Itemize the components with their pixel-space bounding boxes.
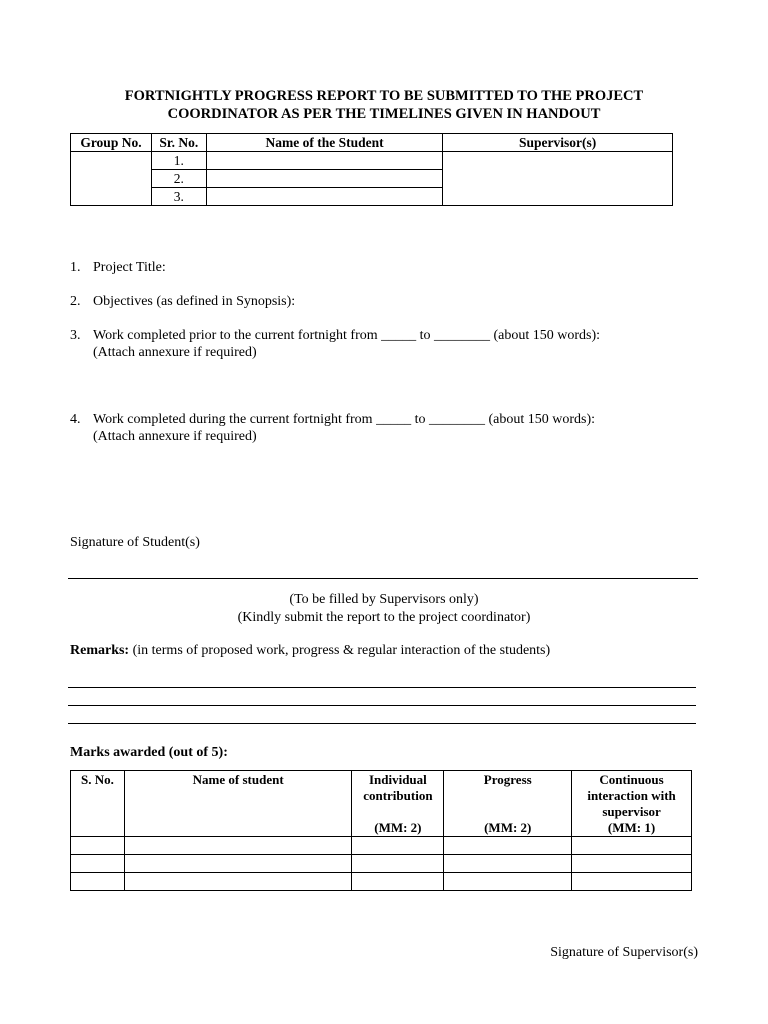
item-number: 1. xyxy=(70,260,81,275)
item-number: 2. xyxy=(70,294,81,309)
title-line-2: COORDINATOR AS PER THE TIMELINES GIVEN IN HANDOUT xyxy=(167,106,601,122)
item-subtext: (Attach annexure if required) xyxy=(93,345,257,360)
item-text: Project Title: xyxy=(93,260,166,275)
item-text: Work completed prior to the current fortnight from _____ to ________ (about 150 words): xyxy=(93,328,601,343)
remarks-label: Remarks: xyxy=(70,643,130,658)
remarks-line-3[interactable] xyxy=(68,723,696,724)
sno-cell[interactable] xyxy=(71,837,125,855)
sno-cell[interactable] xyxy=(71,855,125,873)
marks-table-header xyxy=(71,771,692,837)
name-cell[interactable] xyxy=(124,855,352,873)
header-interaction xyxy=(572,771,692,837)
interaction-cell[interactable] xyxy=(572,837,692,855)
remarks-line-1[interactable] xyxy=(68,687,696,688)
progress-cell[interactable] xyxy=(444,873,572,891)
item-text: Objectives (as defined in Synopsis): xyxy=(93,294,296,309)
marks-heading: Marks awarded (out of 5): xyxy=(70,745,228,760)
sr-no-cell: 2. xyxy=(151,170,206,188)
supervisor-cell[interactable] xyxy=(443,152,673,206)
interaction-cell[interactable] xyxy=(572,855,692,873)
sr-no-cell: 3. xyxy=(151,188,206,206)
header-individual xyxy=(352,771,444,837)
table-row xyxy=(71,152,673,170)
student-name-cell[interactable] xyxy=(206,170,443,188)
table-row xyxy=(71,873,692,891)
header-supervisor: Supervisor(s) xyxy=(443,134,673,152)
header-student-name: Name of the Student xyxy=(206,134,443,152)
name-cell[interactable] xyxy=(124,837,352,855)
item-number: 4. xyxy=(70,412,81,427)
sno-cell[interactable] xyxy=(71,873,125,891)
header-progress xyxy=(444,771,572,837)
individual-cell[interactable] xyxy=(352,873,444,891)
supervisor-note-line-2: (Kindly submit the report to the project coordinator) xyxy=(237,610,531,625)
table-row xyxy=(71,855,692,873)
header-sr-no: Sr. No. xyxy=(151,134,206,152)
interaction-cell[interactable] xyxy=(572,873,692,891)
item-subtext: (Attach annexure if required) xyxy=(93,429,257,444)
group-no-cell[interactable] xyxy=(71,152,152,206)
item-text: Work completed during the current fortnight from _____ to ________ (about 150 words): xyxy=(93,412,595,427)
interaction-mm: (MM: 1) xyxy=(607,820,656,835)
header-name: Name of student xyxy=(124,771,352,837)
individual-cell[interactable] xyxy=(352,837,444,855)
title-line-1: FORTNIGHTLY PROGRESS REPORT TO BE SUBMITTED TO THE PROJECT xyxy=(124,88,644,104)
remarks-text: (in terms of proposed work, progress & regular interaction of the students) xyxy=(129,643,551,658)
header-group-no: Group No. xyxy=(71,134,152,152)
student-signature-label: Signature of Student(s) xyxy=(70,535,200,550)
table-row xyxy=(71,837,692,855)
student-name-cell[interactable] xyxy=(206,152,443,170)
progress-mm: (MM: 2) xyxy=(484,820,532,835)
interaction-label: Continuous interaction with supervisor xyxy=(587,772,676,819)
remarks-line-2[interactable] xyxy=(68,705,696,706)
supervisor-note-line-1: (To be filled by Supervisors only) xyxy=(289,592,479,607)
name-cell[interactable] xyxy=(124,873,352,891)
progress-cell[interactable] xyxy=(444,855,572,873)
individual-cell[interactable] xyxy=(352,855,444,873)
group-table xyxy=(70,133,673,206)
remarks-line xyxy=(70,642,550,659)
header-sno: S. No. xyxy=(71,771,125,837)
marks-table xyxy=(70,770,692,891)
item-number: 3. xyxy=(70,328,81,343)
report-title xyxy=(70,87,698,123)
progress-cell[interactable] xyxy=(444,837,572,855)
group-table-header xyxy=(71,134,673,152)
progress-label: Progress xyxy=(483,772,532,787)
individual-label: Individual contribution xyxy=(363,772,433,803)
sr-no-cell: 1. xyxy=(151,152,206,170)
individual-mm: (MM: 2) xyxy=(374,820,422,835)
section-divider xyxy=(68,578,698,579)
student-name-cell[interactable] xyxy=(206,188,443,206)
supervisor-signature-label: Signature of Supervisor(s) xyxy=(550,945,698,960)
